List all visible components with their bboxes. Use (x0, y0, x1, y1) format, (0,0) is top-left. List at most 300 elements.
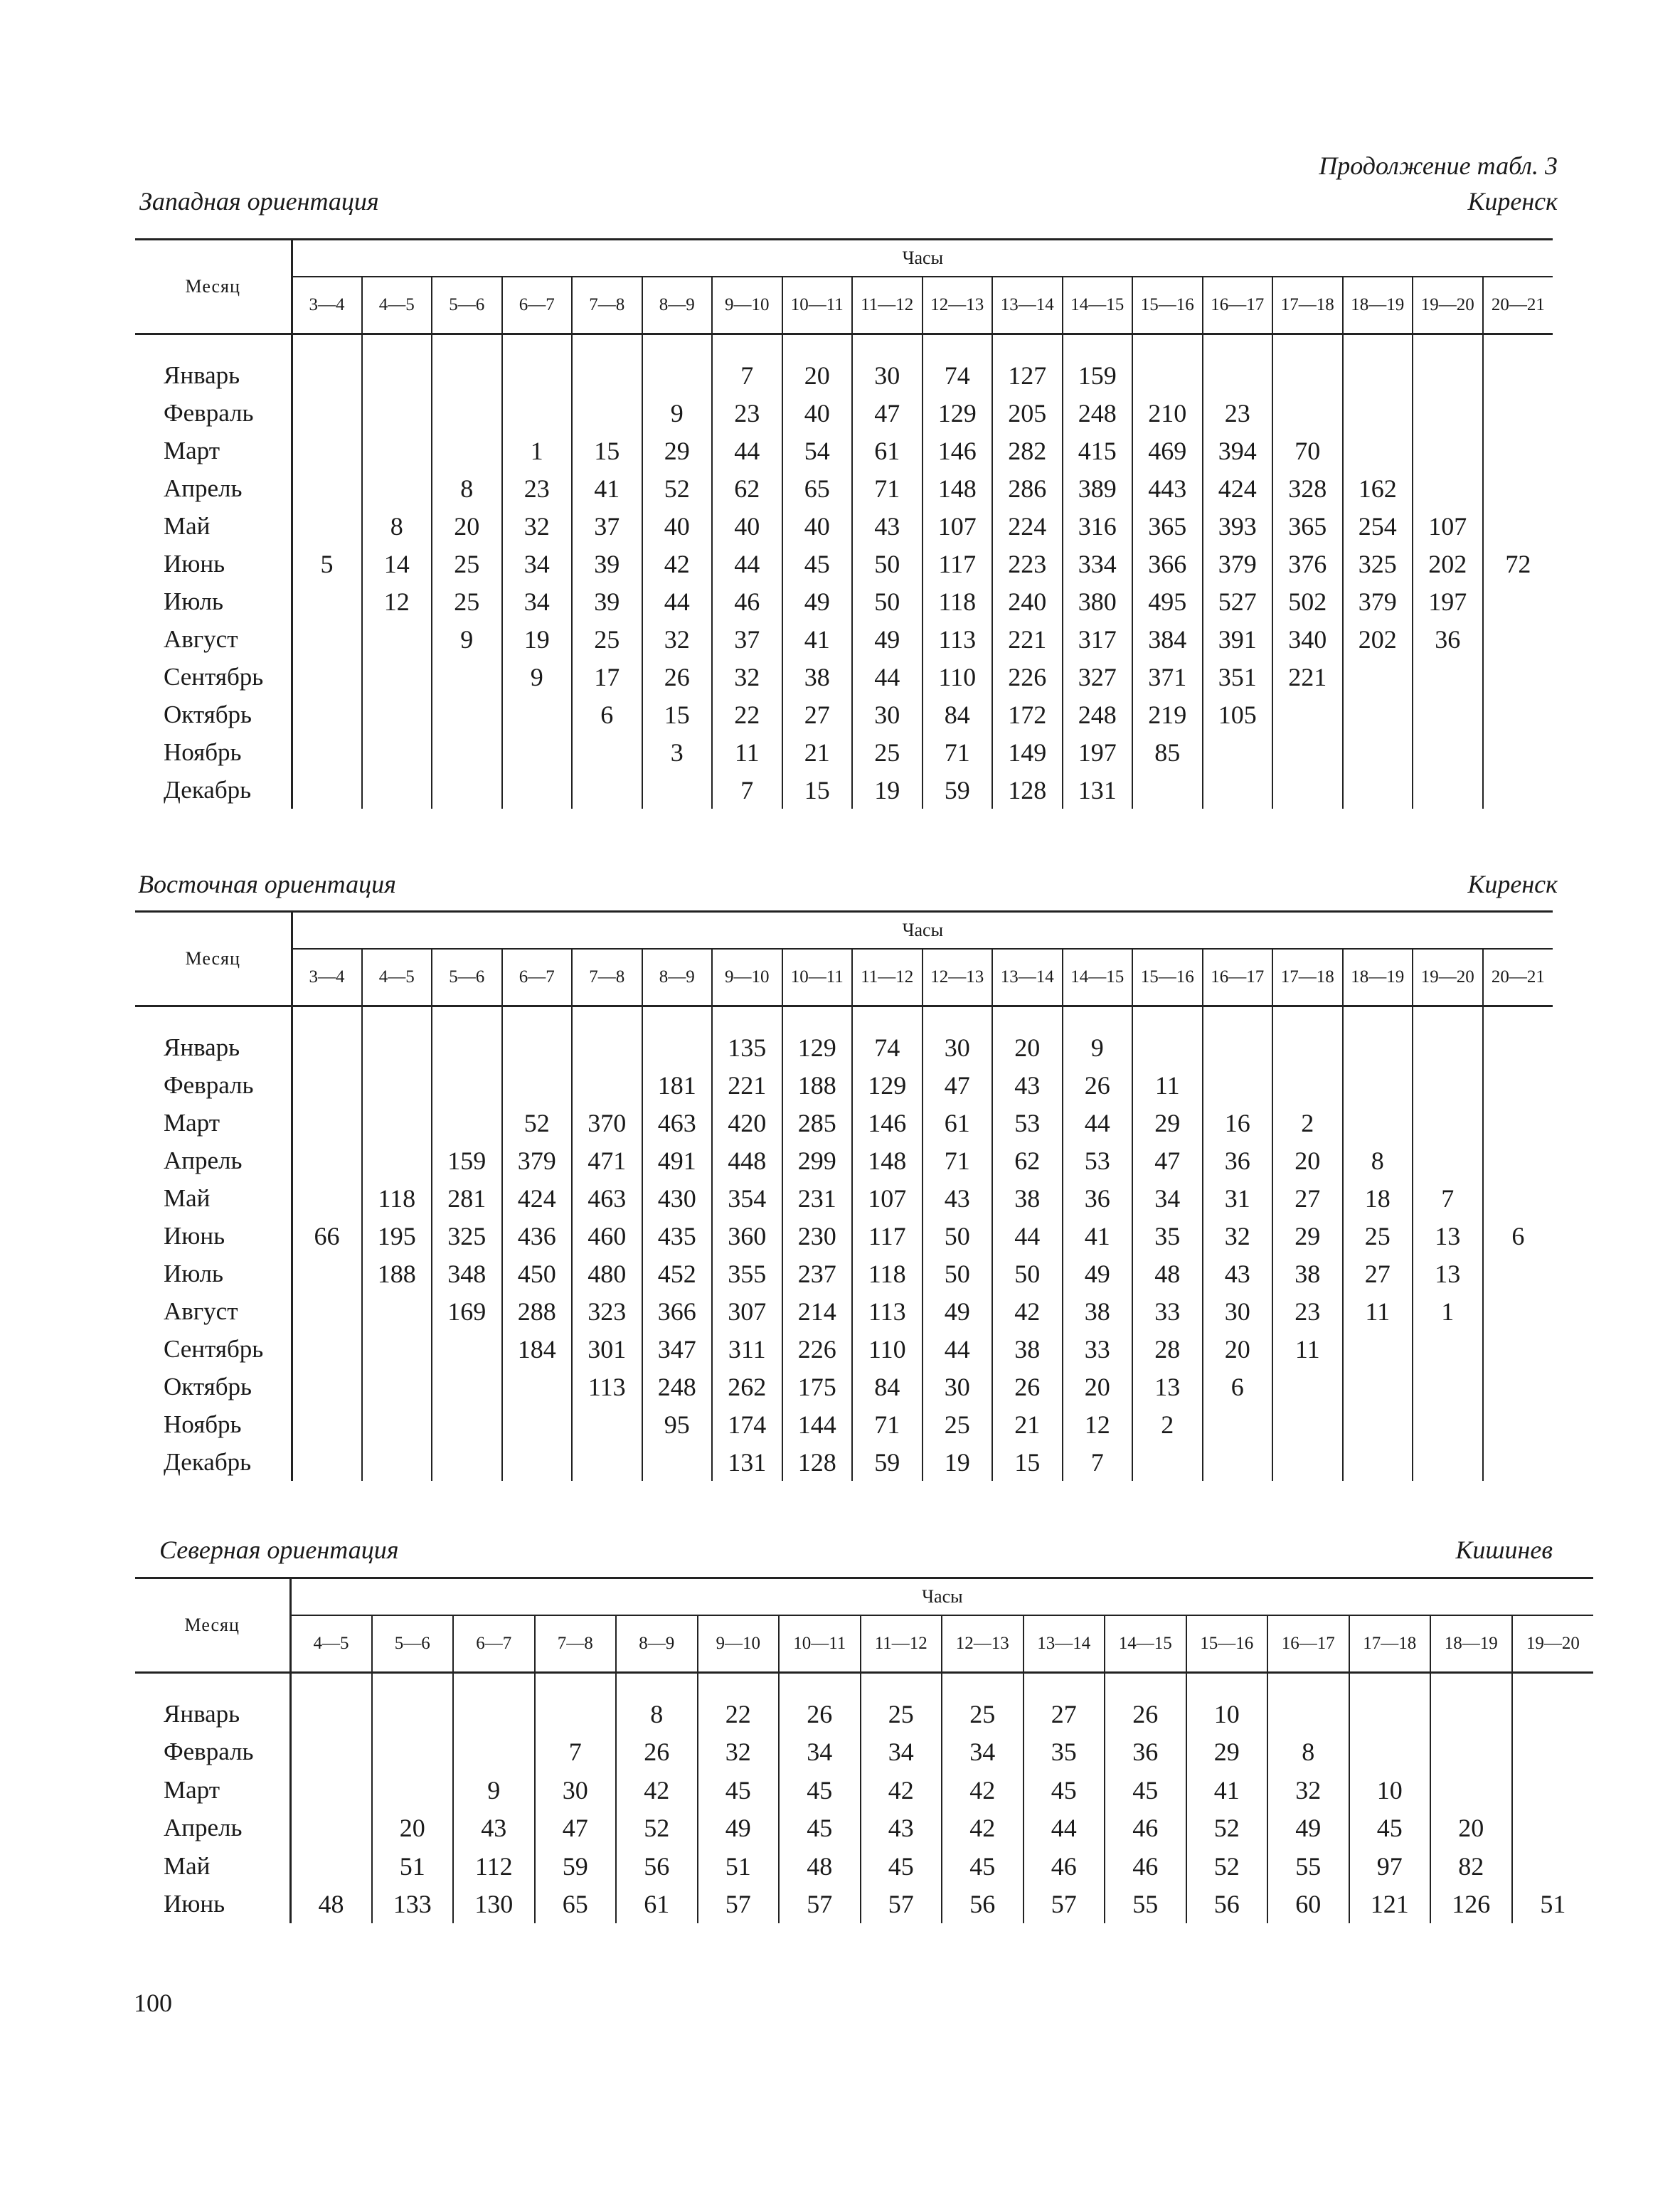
value-cell (362, 1443, 432, 1481)
value-cell: 30 (923, 1028, 993, 1066)
spacer-cell (572, 334, 642, 357)
value-cell: 11 (1272, 1330, 1343, 1368)
value-cell: 43 (992, 1066, 1063, 1104)
value-cell (1483, 394, 1553, 432)
value-cell: 146 (923, 432, 993, 469)
value-cell (1413, 1368, 1483, 1405)
table-row (135, 620, 1553, 658)
value-cell (292, 733, 362, 771)
hour-column-header: 8—9 (616, 1615, 698, 1673)
value-cell (502, 696, 573, 733)
value-cell: 44 (923, 1330, 993, 1368)
hour-column-header: 19—20 (1413, 949, 1483, 1006)
month-cell: Сентябрь (164, 1334, 264, 1363)
hour-column-header: 19—20 (1512, 1615, 1594, 1673)
value-cell: 282 (992, 432, 1063, 469)
value-cell: 205 (992, 394, 1063, 432)
value-cell: 169 (432, 1292, 502, 1330)
table-row (135, 1695, 1593, 1733)
value-cell: 49 (1267, 1809, 1349, 1848)
value-cell: 29 (1272, 1217, 1343, 1255)
value-cell: 463 (572, 1179, 642, 1217)
value-cell (1483, 432, 1553, 469)
value-cell: 55 (1267, 1847, 1349, 1886)
value-cell: 49 (782, 583, 853, 620)
value-cell: 9 (1063, 1028, 1133, 1066)
value-cell: 316 (1063, 507, 1133, 545)
table-row (135, 1179, 1553, 1217)
value-cell (292, 356, 362, 394)
value-cell: 32 (502, 507, 573, 545)
value-cell: 11 (1343, 1292, 1413, 1330)
value-cell: 20 (1063, 1368, 1133, 1405)
value-cell (572, 356, 642, 394)
value-cell: 15 (572, 432, 642, 469)
value-cell: 6 (572, 696, 642, 733)
value-cell: 38 (1063, 1292, 1133, 1330)
value-cell: 30 (852, 696, 923, 733)
page-number: 100 (134, 1989, 172, 2017)
value-cell: 51 (698, 1847, 780, 1886)
hours-row (135, 277, 1553, 334)
value-cell: 11 (712, 733, 782, 771)
value-cell (362, 658, 432, 696)
value-cell: 224 (992, 507, 1063, 545)
value-cell (290, 1847, 372, 1886)
hour-column-header: 8—9 (642, 277, 713, 334)
value-cell (292, 1292, 362, 1330)
value-cell: 45 (698, 1771, 780, 1809)
value-cell (362, 1368, 432, 1405)
value-cell (453, 1733, 535, 1772)
value-cell: 443 (1132, 469, 1203, 507)
hour-column-header: 5—6 (432, 277, 502, 334)
value-cell: 113 (572, 1368, 642, 1405)
hour-column-header: 3—4 (292, 277, 362, 334)
value-cell (1483, 1142, 1553, 1179)
value-cell (1483, 1330, 1553, 1368)
value-cell: 59 (535, 1847, 617, 1886)
spacer-cell (1203, 1006, 1273, 1029)
value-cell: 45 (861, 1847, 942, 1886)
spacer-cell (1343, 334, 1413, 357)
value-cell: 56 (1186, 1886, 1268, 1924)
spacer-cell (852, 1006, 923, 1029)
value-cell: 55 (1105, 1886, 1186, 1924)
value-cell: 16 (1203, 1104, 1273, 1142)
spacer-cell (453, 1673, 535, 1696)
hour-column-header: 6—7 (502, 949, 573, 1006)
month-column-header: Месяц (185, 276, 240, 297)
value-cell: 471 (572, 1142, 642, 1179)
value-cell: 38 (992, 1179, 1063, 1217)
value-cell: 172 (992, 696, 1063, 733)
value-cell: 41 (1186, 1771, 1268, 1809)
value-cell: 9 (502, 658, 573, 696)
value-cell (292, 469, 362, 507)
spacer-cell (782, 1006, 853, 1029)
value-cell: 46 (1024, 1847, 1105, 1886)
value-cell (1343, 1330, 1413, 1368)
spacer-cell (292, 334, 362, 357)
value-cell (1272, 1368, 1343, 1405)
value-cell: 420 (712, 1104, 782, 1142)
spacer-cell (1267, 1673, 1349, 1696)
table-row (135, 1028, 1553, 1066)
value-cell (642, 356, 713, 394)
header-row (135, 912, 1553, 950)
value-cell: 71 (852, 469, 923, 507)
month-cell: Апрель (164, 474, 243, 502)
value-cell: 221 (1272, 658, 1343, 696)
value-cell: 51 (372, 1847, 454, 1886)
value-cell: 72 (1483, 545, 1553, 583)
table-row (135, 1405, 1553, 1443)
value-cell: 379 (1203, 545, 1273, 583)
value-cell: 110 (852, 1330, 923, 1368)
value-cell (1203, 356, 1273, 394)
table-row (135, 733, 1553, 771)
value-cell: 117 (852, 1217, 923, 1255)
month-cell: Март (164, 436, 220, 464)
value-cell: 44 (1024, 1809, 1105, 1848)
value-cell (1272, 1066, 1343, 1104)
spacer-cell (942, 1673, 1024, 1696)
value-cell (432, 1066, 502, 1104)
value-cell (1343, 1405, 1413, 1443)
hour-column-header: 9—10 (698, 1615, 780, 1673)
value-cell (1430, 1695, 1512, 1733)
value-cell (502, 1368, 573, 1405)
table-row (135, 1733, 1593, 1772)
value-cell: 60 (1267, 1886, 1349, 1924)
value-cell (292, 1179, 362, 1217)
value-cell: 195 (362, 1217, 432, 1255)
value-cell (432, 394, 502, 432)
value-cell: 30 (923, 1368, 993, 1405)
value-cell: 424 (502, 1179, 573, 1217)
value-cell: 30 (852, 356, 923, 394)
table-row (135, 1368, 1553, 1405)
value-cell (1343, 1368, 1413, 1405)
value-cell: 107 (852, 1179, 923, 1217)
month-cell: Июль (164, 1259, 223, 1287)
value-cell: 334 (1063, 545, 1133, 583)
month-cell: Ноябрь (164, 738, 242, 766)
value-cell (292, 1443, 362, 1481)
hour-column-header: 14—15 (1063, 949, 1133, 1006)
value-cell: 430 (642, 1179, 713, 1217)
value-cell (362, 394, 432, 432)
value-cell: 43 (852, 507, 923, 545)
value-cell: 22 (698, 1695, 780, 1733)
value-cell: 54 (782, 432, 853, 469)
value-cell (1483, 696, 1553, 733)
value-cell (502, 771, 573, 809)
value-cell: 31 (1203, 1179, 1273, 1217)
value-cell: 36 (1105, 1733, 1186, 1772)
value-cell (1203, 1443, 1273, 1481)
value-cell: 436 (502, 1217, 573, 1255)
city-label-west: Киренск (1467, 187, 1558, 216)
value-cell: 5 (292, 545, 362, 583)
value-cell (1343, 696, 1413, 733)
value-cell (1272, 1443, 1343, 1481)
value-cell: 49 (923, 1292, 993, 1330)
value-cell: 219 (1132, 696, 1203, 733)
value-cell (1483, 1066, 1553, 1104)
value-cell (1512, 1847, 1594, 1886)
value-cell (1413, 1066, 1483, 1104)
value-cell: 66 (292, 1217, 362, 1255)
value-cell: 202 (1343, 620, 1413, 658)
value-cell: 3 (642, 733, 713, 771)
value-cell: 7 (1413, 1179, 1483, 1217)
value-cell: 34 (1132, 1179, 1203, 1217)
value-cell: 26 (1105, 1695, 1186, 1733)
value-cell: 13 (1413, 1255, 1483, 1292)
spacer-cell (1343, 1006, 1413, 1029)
value-cell: 285 (782, 1104, 853, 1142)
hour-column-header: 15—16 (1186, 1615, 1268, 1673)
month-cell: Март (164, 1775, 220, 1804)
value-cell: 226 (992, 658, 1063, 696)
value-cell (362, 1066, 432, 1104)
value-cell: 29 (642, 432, 713, 469)
value-cell (372, 1771, 454, 1809)
hour-column-header: 6—7 (502, 277, 573, 334)
spacer-cell (779, 1673, 861, 1696)
value-cell: 8 (432, 469, 502, 507)
value-cell: 221 (712, 1066, 782, 1104)
value-cell: 355 (712, 1255, 782, 1292)
value-cell (292, 658, 362, 696)
value-cell: 59 (923, 771, 993, 809)
value-cell (292, 1066, 362, 1104)
table-row (135, 1066, 1553, 1104)
value-cell: 47 (1132, 1142, 1203, 1179)
value-cell: 71 (923, 1142, 993, 1179)
value-cell: 32 (642, 620, 713, 658)
month-cell: Февраль (164, 398, 254, 427)
value-cell: 21 (992, 1405, 1063, 1443)
value-cell: 38 (992, 1330, 1063, 1368)
value-cell: 49 (698, 1809, 780, 1848)
value-cell: 26 (1063, 1066, 1133, 1104)
value-cell: 27 (782, 696, 853, 733)
value-cell: 237 (782, 1255, 853, 1292)
value-cell: 45 (779, 1809, 861, 1848)
value-cell (1267, 1695, 1349, 1733)
value-cell (290, 1733, 372, 1772)
value-cell (1343, 771, 1413, 809)
value-cell: 527 (1203, 583, 1273, 620)
spacer-cell (1063, 334, 1133, 357)
value-cell: 50 (852, 545, 923, 583)
value-cell (1483, 1443, 1553, 1481)
value-cell (572, 1028, 642, 1066)
data-table (135, 1577, 1593, 1923)
value-cell: 39 (572, 583, 642, 620)
spacer-cell (1483, 1006, 1553, 1029)
value-cell: 32 (1203, 1217, 1273, 1255)
value-cell (362, 771, 432, 809)
value-cell: 43 (453, 1809, 535, 1848)
table-row (135, 771, 1553, 809)
value-cell: 25 (432, 583, 502, 620)
hour-column-header: 12—13 (923, 277, 993, 334)
table-row (135, 545, 1553, 583)
value-cell: 43 (923, 1179, 993, 1217)
table-row (135, 1330, 1553, 1368)
hours-row (135, 949, 1553, 1006)
spacer-cell (1132, 334, 1203, 357)
value-cell (1343, 658, 1413, 696)
value-cell: 15 (782, 771, 853, 809)
month-cell: Декабрь (164, 1447, 252, 1476)
hour-column-header: 11—12 (852, 277, 923, 334)
spacer-cell (290, 1673, 372, 1696)
header-row (135, 1578, 1593, 1616)
value-cell: 460 (572, 1217, 642, 1255)
value-cell: 393 (1203, 507, 1273, 545)
value-cell (1343, 432, 1413, 469)
value-cell: 148 (852, 1142, 923, 1179)
value-cell: 23 (712, 394, 782, 432)
hour-column-header: 5—6 (372, 1615, 454, 1673)
value-cell (1413, 1330, 1483, 1368)
hour-column-header: 6—7 (453, 1615, 535, 1673)
value-cell: 301 (572, 1330, 642, 1368)
value-cell (572, 771, 642, 809)
value-cell (292, 1104, 362, 1142)
month-cell: Ноябрь (164, 1410, 242, 1438)
value-cell: 262 (712, 1368, 782, 1405)
value-cell: 8 (1267, 1733, 1349, 1772)
value-cell: 41 (572, 469, 642, 507)
value-cell (362, 1405, 432, 1443)
value-cell: 44 (852, 658, 923, 696)
table-row (135, 1255, 1553, 1292)
value-cell (1483, 620, 1553, 658)
value-cell: 8 (362, 507, 432, 545)
value-cell: 348 (432, 1255, 502, 1292)
value-cell: 46 (1105, 1809, 1186, 1848)
value-cell: 286 (992, 469, 1063, 507)
value-cell: 39 (572, 545, 642, 583)
value-cell: 35 (1132, 1217, 1203, 1255)
value-cell (292, 1368, 362, 1405)
hour-column-header: 4—5 (290, 1615, 372, 1673)
value-cell (362, 1330, 432, 1368)
value-cell: 84 (852, 1368, 923, 1405)
value-cell (1483, 356, 1553, 394)
value-cell: 240 (992, 583, 1063, 620)
hour-column-header: 17—18 (1272, 277, 1343, 334)
value-cell: 37 (572, 507, 642, 545)
value-cell (1512, 1695, 1594, 1733)
value-cell: 197 (1413, 583, 1483, 620)
continuation-label: Продолжение табл. 3 (1319, 151, 1558, 180)
value-cell: 56 (942, 1886, 1024, 1924)
value-cell: 50 (923, 1217, 993, 1255)
value-cell (432, 771, 502, 809)
value-cell: 19 (852, 771, 923, 809)
value-cell (432, 1330, 502, 1368)
value-cell: 62 (992, 1142, 1063, 1179)
value-cell (432, 1104, 502, 1142)
value-cell: 57 (861, 1886, 942, 1924)
value-cell (642, 1028, 713, 1066)
value-cell: 394 (1203, 432, 1273, 469)
hour-column-header: 18—19 (1430, 1615, 1512, 1673)
value-cell: 34 (779, 1733, 861, 1772)
value-cell (362, 1028, 432, 1066)
section-title-north: Северная ориентация (159, 1536, 399, 1564)
value-cell (572, 1066, 642, 1104)
value-cell: 25 (942, 1695, 1024, 1733)
value-cell: 107 (1413, 507, 1483, 545)
value-cell (642, 1443, 713, 1481)
value-cell: 174 (712, 1405, 782, 1443)
value-cell: 95 (642, 1405, 713, 1443)
spacer-cell (861, 1673, 942, 1696)
value-cell: 248 (1063, 696, 1133, 733)
spacer-cell (372, 1673, 454, 1696)
value-cell: 469 (1132, 432, 1203, 469)
hour-column-header: 16—17 (1203, 949, 1273, 1006)
value-cell: 1 (1413, 1292, 1483, 1330)
value-cell (1413, 1104, 1483, 1142)
value-cell: 45 (1105, 1771, 1186, 1809)
value-cell (432, 696, 502, 733)
value-cell: 6 (1203, 1368, 1273, 1405)
value-cell: 61 (852, 432, 923, 469)
value-cell (572, 1443, 642, 1481)
month-cell: Апрель (164, 1814, 243, 1842)
value-cell: 128 (992, 771, 1063, 809)
hour-column-header: 7—8 (535, 1615, 617, 1673)
value-cell: 36 (1063, 1179, 1133, 1217)
value-cell: 25 (861, 1695, 942, 1733)
value-cell: 502 (1272, 583, 1343, 620)
value-cell (572, 1405, 642, 1443)
value-cell: 113 (852, 1292, 923, 1330)
value-cell: 48 (779, 1847, 861, 1886)
value-cell (1272, 733, 1343, 771)
spacer-cell (502, 334, 573, 357)
hour-column-header: 10—11 (779, 1615, 861, 1673)
value-cell: 65 (535, 1886, 617, 1924)
value-cell: 197 (1063, 733, 1133, 771)
hours-group-header: Часы (292, 240, 1553, 277)
value-cell: 52 (1186, 1847, 1268, 1886)
value-cell: 366 (642, 1292, 713, 1330)
value-cell: 34 (861, 1733, 942, 1772)
value-cell (1483, 1104, 1553, 1142)
month-cell: Январь (164, 361, 240, 389)
value-cell: 9 (642, 394, 713, 432)
value-cell: 184 (502, 1330, 573, 1368)
value-cell (502, 356, 573, 394)
hour-column-header: 10—11 (782, 949, 853, 1006)
value-cell (642, 771, 713, 809)
value-cell: 10 (1186, 1695, 1268, 1733)
value-cell: 221 (992, 620, 1063, 658)
value-cell: 44 (1063, 1104, 1133, 1142)
value-cell: 84 (923, 696, 993, 733)
value-cell (1413, 394, 1483, 432)
